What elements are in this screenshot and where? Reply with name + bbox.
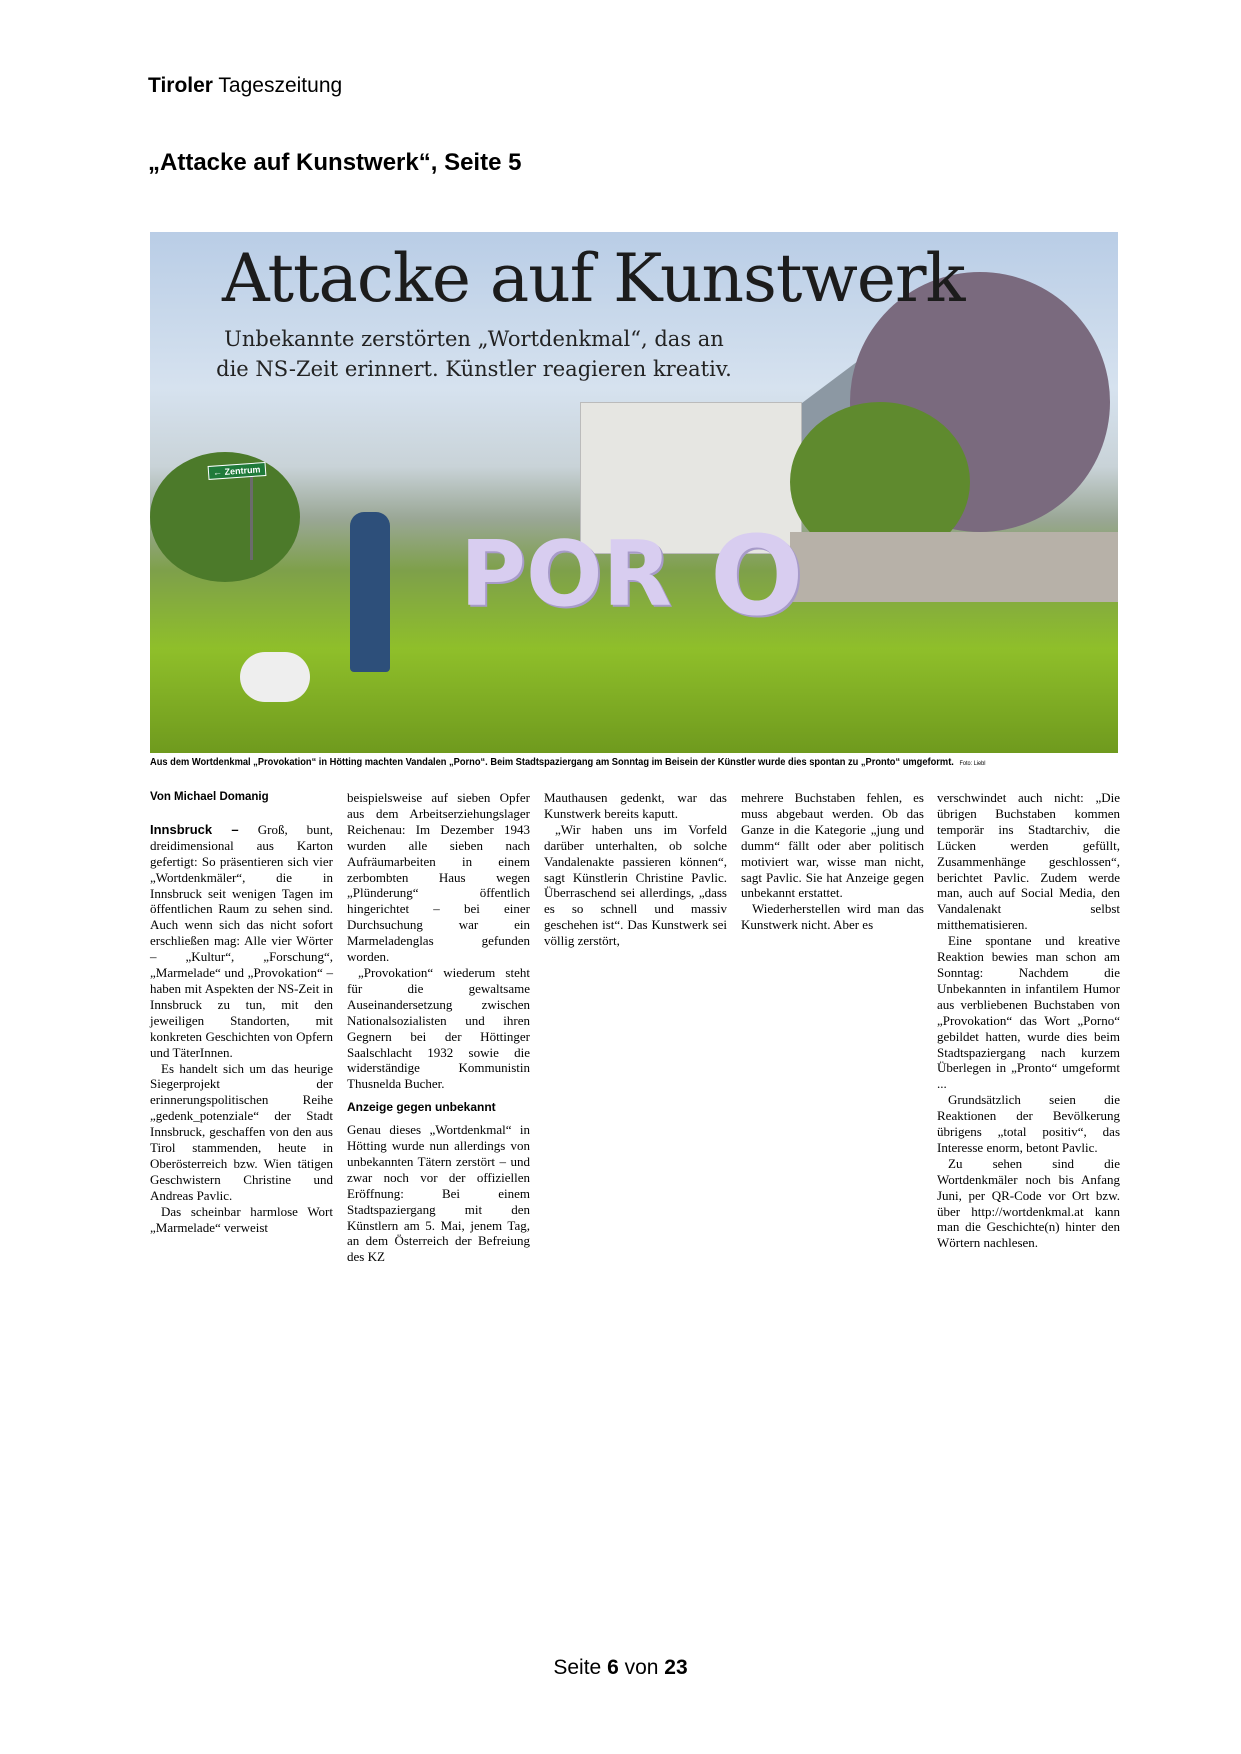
article-reference: „Attacke auf Kunstwerk“, Seite 5 [148, 149, 522, 176]
photo-credit: Foto: Liebl [959, 761, 986, 767]
paragraph: Grundsätzlich seien die Reaktionen der Bevölkerung übrigens „total positiv“, das Interesse enorm, betont Pavlic. [937, 1092, 1120, 1155]
photo-headline: Attacke auf Kunstwerk [222, 240, 965, 317]
byline: Von Michael Domanig [150, 791, 269, 803]
paragraph: Es handelt sich um das heurige Siegerprojekt der erinnerungspolitischen Reihe „gedenk_potenziale“ der Stadt Innsbruck, geschaffen von den aus Tirol stammenden, heute in Oberösterreich bzw. Wien tätigen Geschwistern Christine und Andreas Pavlic. [150, 1060, 333, 1203]
person-shape [350, 512, 390, 672]
letter-o: O [710, 512, 804, 640]
street-sign-text: Zentrum [224, 464, 261, 477]
publication-name [148, 74, 342, 98]
caption-text: Aus dem Wortdenkmal „Provokation“ in Hötting machten Vandalen „Porno“. Beim Stadtspaziergang am Sonntag im Beisein der Künstler wurde dies spontan zu „Pronto“ umgeformt. [150, 757, 954, 768]
photo-caption [150, 757, 1050, 768]
letters-por: POR [460, 522, 672, 627]
subheading: Anzeige gegen unbekannt [347, 1100, 496, 1115]
photo-subheadline: Unbekannte zerstörten „Wortdenkmal“, das an die NS-Zeit erinnert. Künstler reagieren kreativ. [216, 327, 732, 381]
paragraph: Wiederherstellen wird man das Kunstwerk nicht. Aber es [741, 901, 924, 933]
paragraph: „Provokation“ wiederum steht für die gewaltsame Auseinandersetzung zwischen Nationalsozialisten und ihren Gegnern bei der Höttinger Saalschlacht 1932 sowie die widerständige Kommunistin Thusnelda Bucher. [347, 964, 530, 1092]
paragraph: Eine spontane und kreative Reaktion bewies man schon am Sonntag: Nachdem die Unbekannten in infantilem Humor aus verbliebenen Buchstaben von „Provokation“ das Wort „Porno“ gebildet hatten, wurde dies beim Stadtspaziergang nach kurzem Überlegen in „Pronto“ umgeformt ... [937, 933, 1120, 1092]
column-2 [347, 790, 530, 1265]
publication-rest: Tageszeitung [212, 74, 343, 97]
footer-mid: von [618, 1656, 665, 1679]
total-pages: 23 [664, 1656, 688, 1679]
column-1 [150, 790, 333, 1235]
street-sign: ← Zentrum [208, 462, 266, 480]
paragraph: beispielsweise auf sieben Opfer aus dem Arbeitserziehungslager Reichenau: Im Dezember 1943 wurden alle sieben nach Aufräumarbeiten in einem zerbombten Haus wegen „Plünderung“ öffentlich hingerichtet – bei einer Durchsuchung war ein Marmeladenglas gefunden worden. [347, 790, 530, 965]
paragraph: mehrere Buchstaben fehlen, es muss abgebaut werden. Ob das Ganze in die Kategorie „jung und dumm“ fällt oder aber politisch motiviert war, wisse man nicht, sagt Pavlic. Sie hat Anzeige gegen unbekannt erstattet. [741, 790, 924, 901]
paragraph: Zu sehen sind die Wortdenkmäler noch bis Anfang Juni, per QR-Code vor Ort bzw. über http://wortdenkmal.at kann man die Geschichte(n) hinter den Wörtern nachlesen. [937, 1155, 1120, 1251]
sign-pole [250, 470, 253, 560]
paragraph: „Wir haben uns im Vorfeld darüber unterhalten, ob solche Vandalenakte passieren können“, sagt Künstlerin Christine Pavlic. Überraschend sei allerdings, „dass es so schnell und massiv geschehen ist“. Das Kunstwerk sei völlig zerstört, [544, 821, 727, 949]
paragraph-text: Groß, bunt, dreidimensional aus Karton gefertigt: So präsentieren sich vier „Wortdenkmäler“, die in Innsbruck seit wenigen Tagen im öffentlichen Raum zu sehen sind. Auch wenn sich das nicht sofort erschließen mag: Alle vier Wörter – „Kultur“, „Forschung“, „Marmelade“ und „Provokation“ – haben mit Aspekten der NS-Zeit in Innsbruck zu tun, mit den jeweiligen Standorten, mit konkreten Geschichten von Opfern und TäterInnen. [150, 821, 333, 1060]
dateline: Innsbruck – [150, 821, 258, 837]
paragraph [150, 822, 333, 1061]
column-4 [741, 790, 924, 933]
wall-shape [790, 532, 1118, 602]
paragraph: Genau dieses „Wortdenkmal“ in Hötting wurde nun allerdings von unbekannten Tätern zerstört – und zwar noch vor der offiziellen Eröffnung: Bei einem Stadtspaziergang mit den Künstlern am 5. Mai, jenem Tag, an dem Österreich der Befreiung des KZ [347, 1122, 530, 1265]
column-5 [937, 790, 1120, 1251]
column-3 [544, 790, 727, 949]
article-photo [150, 232, 1118, 753]
page-counter [0, 1656, 1241, 1680]
footer-pre: Seite [553, 1656, 608, 1679]
dog-shape [240, 652, 310, 702]
current-page: 6 [607, 1656, 619, 1679]
publication-bold: Tiroler [148, 74, 213, 97]
paragraph: Mauthausen gedenkt, war das Kunstwerk bereits kaputt. [544, 790, 727, 821]
paragraph: verschwindet auch nicht: „Die übrigen Buchstaben kommen temporär ins Stadtarchiv, die Lücken werden gefüllt, Zusammenhänge geschlossen“, berichtet Pavlic. Zudem werde man, auch auf Social Media, den Vandalenakt selbst mitthematisieren. [937, 790, 1120, 933]
paragraph: Das scheinbar harmlose Wort „Marmelade“ verweist [150, 1203, 333, 1235]
